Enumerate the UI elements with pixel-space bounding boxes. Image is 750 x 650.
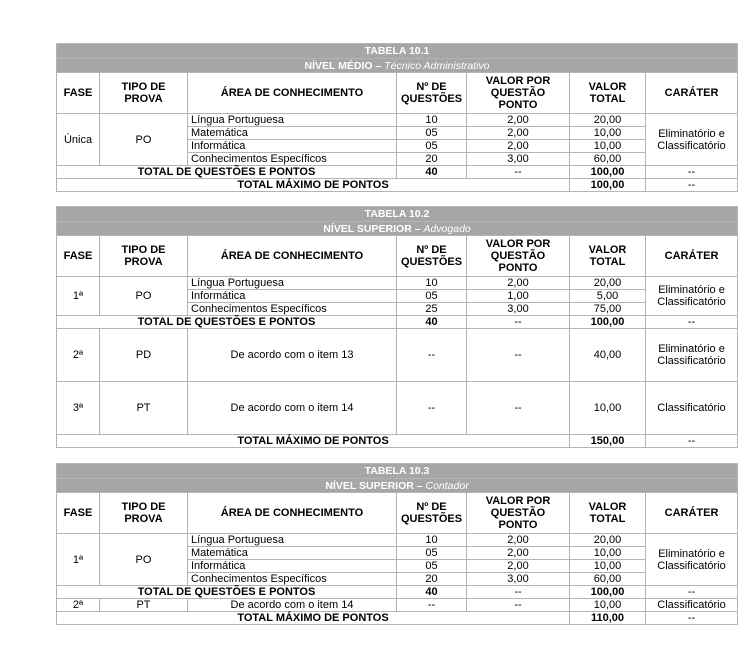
max-pontos-label: TOTAL MÁXIMO DE PONTOS: [57, 179, 570, 192]
max-pontos-label: TOTAL MÁXIMO DE PONTOS: [57, 612, 570, 625]
carater-cell: Classificatório: [646, 382, 738, 435]
header-fase: FASE: [57, 73, 100, 114]
header-carater: CARÁTER: [646, 236, 738, 277]
questoes-cell: 20: [397, 153, 467, 166]
valor-cell: 2,00: [467, 534, 570, 547]
total-questoes-value: 40: [397, 316, 467, 329]
area-cell: Informática: [188, 560, 397, 573]
header-valor-total: VALOR TOTAL: [570, 236, 646, 277]
total-questoes-value: 40: [397, 586, 467, 599]
cargo-label: Contador: [425, 479, 469, 492]
total-cell: 40,00: [570, 329, 646, 382]
area-cell: Informática: [188, 290, 397, 303]
valor-cell: 2,00: [467, 560, 570, 573]
table-subtitle: [57, 222, 738, 236]
questoes-cell: --: [397, 329, 467, 382]
carater-cell: Classificatório: [646, 599, 738, 612]
area-cell: Matemática: [188, 127, 397, 140]
total-valor-value: --: [467, 586, 570, 599]
carater-cell: Eliminatório e Classificatório: [646, 329, 738, 382]
total-questoes-label: TOTAL DE QUESTÕES E PONTOS: [57, 166, 397, 179]
level-label: NÍVEL SUPERIOR –: [325, 479, 423, 492]
area-cell: Língua Portuguesa: [188, 114, 397, 127]
valor-cell: 2,00: [467, 140, 570, 153]
questoes-cell: 10: [397, 534, 467, 547]
valor-cell: 1,00: [467, 290, 570, 303]
valor-cell: 2,00: [467, 127, 570, 140]
total-cell: 20,00: [570, 114, 646, 127]
total-pontos-value: 100,00: [570, 586, 646, 599]
valor-cell: 2,00: [467, 114, 570, 127]
valor-cell: 2,00: [467, 277, 570, 290]
header-valor-questao: VALOR POR QUESTÃO PONTO: [467, 73, 570, 114]
total-carater-value: --: [646, 166, 738, 179]
valor-cell: --: [467, 599, 570, 612]
questoes-cell: 05: [397, 290, 467, 303]
max-pontos-value: 150,00: [570, 435, 646, 448]
cargo-label: Advogado: [423, 222, 471, 235]
total-cell: 10,00: [570, 560, 646, 573]
header-valor-questao: VALOR POR QUESTÃO PONTO: [467, 236, 570, 277]
area-cell: Informática: [188, 140, 397, 153]
header-fase: FASE: [57, 236, 100, 277]
table-title: TABELA 10.2: [57, 207, 738, 222]
level-label: NÍVEL MÉDIO –: [304, 59, 382, 72]
header-questoes: Nº DE QUESTÕES: [397, 73, 467, 114]
total-cell: 10,00: [570, 140, 646, 153]
max-pontos-value: 110,00: [570, 612, 646, 625]
total-cell: 60,00: [570, 153, 646, 166]
header-carater: CARÁTER: [646, 493, 738, 534]
total-pontos-value: 100,00: [570, 316, 646, 329]
questoes-cell: 05: [397, 140, 467, 153]
max-pontos-value: 100,00: [570, 179, 646, 192]
questoes-cell: --: [397, 382, 467, 435]
valor-cell: --: [467, 329, 570, 382]
table-subtitle: [57, 59, 738, 73]
total-cell: 60,00: [570, 573, 646, 586]
valor-cell: 2,00: [467, 547, 570, 560]
area-cell: Língua Portuguesa: [188, 277, 397, 290]
header-fase: FASE: [57, 493, 100, 534]
tipo-cell: PO: [100, 277, 188, 316]
max-carater-value: --: [646, 179, 738, 192]
header-carater: CARÁTER: [646, 73, 738, 114]
fase-cell: Única: [57, 114, 100, 166]
tipo-cell: PO: [100, 534, 188, 586]
fase-cell: 3ª: [57, 382, 100, 435]
total-valor-value: --: [467, 166, 570, 179]
table-10-1: [56, 43, 738, 192]
total-cell: 10,00: [570, 127, 646, 140]
tipo-cell: PT: [100, 382, 188, 435]
table-subtitle: [57, 479, 738, 493]
valor-cell: 3,00: [467, 573, 570, 586]
max-pontos-label: TOTAL MÁXIMO DE PONTOS: [57, 435, 570, 448]
header-valor-total: VALOR TOTAL: [570, 493, 646, 534]
questoes-cell: --: [397, 599, 467, 612]
tipo-cell: PD: [100, 329, 188, 382]
valor-cell: 3,00: [467, 153, 570, 166]
tipo-cell: PT: [100, 599, 188, 612]
table-10-2: [56, 206, 738, 448]
area-cell: De acordo com o item 14: [188, 382, 397, 435]
questoes-cell: 20: [397, 573, 467, 586]
table-10-3: [56, 463, 738, 625]
header-tipo: TIPO DE PROVA: [100, 236, 188, 277]
fase-cell: 2ª: [57, 599, 100, 612]
total-cell: 10,00: [570, 547, 646, 560]
questoes-cell: 05: [397, 547, 467, 560]
level-label: NÍVEL SUPERIOR –: [323, 222, 421, 235]
table-title: TABELA 10.1: [57, 44, 738, 59]
questoes-cell: 10: [397, 114, 467, 127]
total-pontos-value: 100,00: [570, 166, 646, 179]
total-cell: 20,00: [570, 277, 646, 290]
carater-cell: Eliminatório e Classificatório: [646, 114, 738, 166]
total-cell: 10,00: [570, 599, 646, 612]
header-area: ÁREA DE CONHECIMENTO: [188, 73, 397, 114]
area-cell: Matemática: [188, 547, 397, 560]
fase-cell: 2ª: [57, 329, 100, 382]
valor-cell: 3,00: [467, 303, 570, 316]
total-carater-value: --: [646, 316, 738, 329]
total-valor-value: --: [467, 316, 570, 329]
total-questoes-label: TOTAL DE QUESTÕES E PONTOS: [57, 586, 397, 599]
valor-cell: --: [467, 382, 570, 435]
header-tipo: TIPO DE PROVA: [100, 493, 188, 534]
fase-cell: 1ª: [57, 277, 100, 316]
header-tipo: TIPO DE PROVA: [100, 73, 188, 114]
fase-cell: 1ª: [57, 534, 100, 586]
max-carater-value: --: [646, 435, 738, 448]
questoes-cell: 10: [397, 277, 467, 290]
questoes-cell: 05: [397, 560, 467, 573]
area-cell: De acordo com o item 14: [188, 599, 397, 612]
header-questoes: Nº DE QUESTÕES: [397, 493, 467, 534]
carater-cell: Eliminatório e Classificatório: [646, 277, 738, 316]
questoes-cell: 25: [397, 303, 467, 316]
tipo-cell: PO: [100, 114, 188, 166]
header-valor-questao: VALOR POR QUESTÃO PONTO: [467, 493, 570, 534]
cargo-label: Técnico Administrativo: [384, 59, 490, 72]
total-cell: 75,00: [570, 303, 646, 316]
header-valor-total: VALOR TOTAL: [570, 73, 646, 114]
total-cell: 20,00: [570, 534, 646, 547]
area-cell: Conhecimentos Específicos: [188, 153, 397, 166]
total-questoes-label: TOTAL DE QUESTÕES E PONTOS: [57, 316, 397, 329]
max-carater-value: --: [646, 612, 738, 625]
carater-cell: Eliminatório e Classificatório: [646, 534, 738, 586]
header-area: ÁREA DE CONHECIMENTO: [188, 236, 397, 277]
total-questoes-value: 40: [397, 166, 467, 179]
table-title: TABELA 10.3: [57, 464, 738, 479]
area-cell: De acordo com o item 13: [188, 329, 397, 382]
total-cell: 5,00: [570, 290, 646, 303]
header-questoes: Nº DE QUESTÕES: [397, 236, 467, 277]
total-cell: 10,00: [570, 382, 646, 435]
area-cell: Conhecimentos Específicos: [188, 303, 397, 316]
area-cell: Língua Portuguesa: [188, 534, 397, 547]
area-cell: Conhecimentos Específicos: [188, 573, 397, 586]
questoes-cell: 05: [397, 127, 467, 140]
header-area: ÁREA DE CONHECIMENTO: [188, 493, 397, 534]
total-carater-value: --: [646, 586, 738, 599]
